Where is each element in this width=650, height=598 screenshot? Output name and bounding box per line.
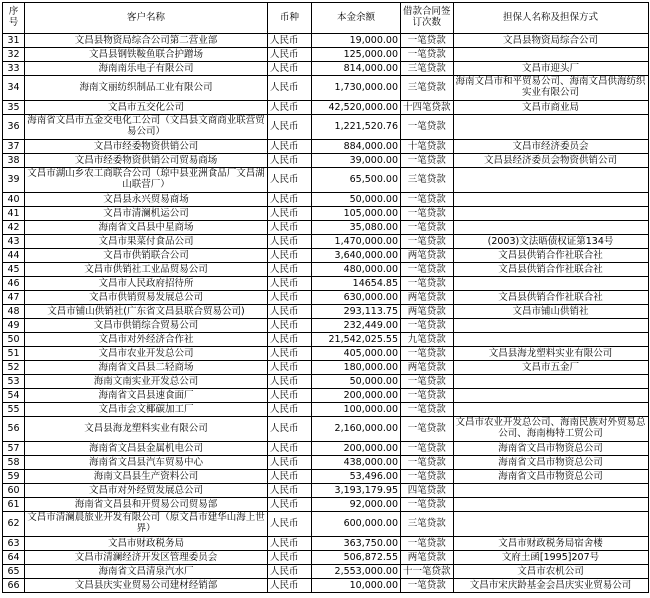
cell-guarantor: 文昌市铺山供销社 [453,305,648,319]
cell-contract-count: 两笔贷款 [401,305,454,319]
cell-seq: 60 [3,484,25,498]
cell-customer-name: 海南省文昌县中星商场 [25,221,268,235]
cell-currency: 人民币 [268,277,312,291]
cell-contract-count: 九笔贷款 [401,333,454,347]
table-row [3,498,649,512]
table-row [3,305,649,319]
cell-principal: 53,496.00 [312,470,401,484]
cell-principal: 480,000.00 [312,263,401,277]
header-customer-name: 客户名称 [25,3,268,34]
cell-guarantor [453,333,648,347]
cell-customer-name: 海南省文昌县汽车贸易中心 [25,456,268,470]
cell-customer-name: 文昌县庆实业贸易公司建材经销部 [25,579,268,593]
cell-seq: 32 [3,48,25,62]
cell-principal: 180,000.00 [312,361,401,375]
table-row [3,442,649,456]
cell-principal: 125,000.00 [312,48,401,62]
cell-currency: 人民币 [268,498,312,512]
table-row [3,263,649,277]
cell-currency: 人民币 [268,154,312,168]
cell-currency: 人民币 [268,512,312,537]
cell-customer-name: 海南文昌县生产资料公司 [25,470,268,484]
cell-principal: 438,000.00 [312,456,401,470]
cell-principal: 3,193,179.95 [312,484,401,498]
table-row [3,484,649,498]
cell-contract-count: 三笔贷款 [401,62,454,76]
cell-principal: 363,750.00 [312,537,401,551]
cell-customer-name: 文昌县永兴贸易商场 [25,193,268,207]
cell-principal: 42,520,000.00 [312,101,401,115]
cell-customer-name: 文昌市铺山供销社(广东省文昌县联合贸易公司) [25,305,268,319]
header-seq: 序号 [3,3,25,34]
cell-customer-name: 文昌市经委物资供销公司 [25,140,268,154]
cell-currency: 人民币 [268,140,312,154]
cell-contract-count: 一笔贷款 [401,375,454,389]
header-guarantor: 担保人名称及担保方式 [453,3,648,34]
cell-customer-name: 海南省文昌县金属机电公司 [25,442,268,456]
cell-customer-name: 文昌市经委物资供销公司贸易商场 [25,154,268,168]
cell-guarantor: 海南省文昌市物资总公司 [453,442,648,456]
cell-seq: 56 [3,417,25,442]
cell-currency: 人民币 [268,361,312,375]
cell-seq: 34 [3,76,25,101]
cell-seq: 64 [3,551,25,565]
cell-customer-name: 海南省文昌县二轻商场 [25,361,268,375]
cell-seq: 42 [3,221,25,235]
cell-principal: 35,080.00 [312,221,401,235]
table-row [3,403,649,417]
cell-principal: 92,000.00 [312,498,401,512]
cell-principal: 2,160,000.00 [312,417,401,442]
cell-seq: 40 [3,193,25,207]
cell-principal: 10,000.00 [312,579,401,593]
cell-currency: 人民币 [268,403,312,417]
cell-contract-count: 一笔贷款 [401,263,454,277]
cell-guarantor: 文昌市迎头厂 [453,62,648,76]
cell-currency: 人民币 [268,565,312,579]
table-row [3,361,649,375]
cell-customer-name: 文昌市会文椰碳加工厂 [25,403,268,417]
cell-principal: 1,730,000.00 [312,76,401,101]
table-row [3,565,649,579]
table-row [3,537,649,551]
cell-customer-name: 海南省文昌县和开贸易公司贸易部 [25,498,268,512]
cell-contract-count: 一笔贷款 [401,347,454,361]
cell-contract-count: 三笔贷款 [401,512,454,537]
cell-contract-count: 一笔贷款 [401,579,454,593]
table-row [3,168,649,193]
cell-currency: 人民币 [268,456,312,470]
cell-principal: 884,000.00 [312,140,401,154]
cell-seq: 31 [3,34,25,48]
cell-contract-count: 两笔贷款 [401,249,454,263]
cell-seq: 55 [3,403,25,417]
cell-currency: 人民币 [268,34,312,48]
cell-currency: 人民币 [268,291,312,305]
cell-contract-count: 四笔贷款 [401,484,454,498]
cell-guarantor [453,375,648,389]
cell-contract-count: 一笔贷款 [401,48,454,62]
cell-currency: 人民币 [268,537,312,551]
table-row [3,193,649,207]
cell-contract-count: 十笔贷款 [401,140,454,154]
cell-customer-name: 文昌市财政税务局 [25,537,268,551]
cell-principal: 200,000.00 [312,389,401,403]
cell-seq: 43 [3,235,25,249]
cell-principal: 21,542,025.55 [312,333,401,347]
cell-seq: 38 [3,154,25,168]
cell-currency: 人民币 [268,375,312,389]
cell-seq: 47 [3,291,25,305]
cell-guarantor: 文昌县经济委员会物资供销公司 [453,154,648,168]
cell-customer-name: 文昌市人民政府招待所 [25,277,268,291]
cell-contract-count: 两笔贷款 [401,291,454,305]
header-currency: 币种 [268,3,312,34]
cell-contract-count: 一笔贷款 [401,319,454,333]
cell-seq: 44 [3,249,25,263]
cell-seq: 52 [3,361,25,375]
loan-table [2,2,649,593]
table-row [3,417,649,442]
cell-customer-name: 海南文丽纺织制品工业有限公司 [25,76,268,101]
cell-guarantor [453,115,648,140]
cell-seq: 46 [3,277,25,291]
cell-contract-count: 一笔贷款 [401,34,454,48]
cell-guarantor: (2003)文法晤债权证第134号 [453,235,648,249]
table-row [3,140,649,154]
cell-guarantor: 文昌市农机公司 [453,565,648,579]
cell-currency: 人民币 [268,389,312,403]
cell-customer-name: 海南省文昌清泉汽水厂 [25,565,268,579]
cell-principal: 232,449.00 [312,319,401,333]
cell-seq: 49 [3,319,25,333]
cell-guarantor [453,319,648,333]
cell-guarantor [453,512,648,537]
cell-currency: 人民币 [268,76,312,101]
cell-guarantor: 文昌县供销合作社联合社 [453,249,648,263]
cell-seq: 39 [3,168,25,193]
cell-currency: 人民币 [268,193,312,207]
cell-guarantor: 海南省文昌市物资总公司 [453,456,648,470]
cell-seq: 62 [3,512,25,537]
cell-currency: 人民币 [268,249,312,263]
cell-guarantor [453,277,648,291]
cell-contract-count: 一笔贷款 [401,442,454,456]
cell-principal: 630,000.00 [312,291,401,305]
cell-contract-count: 三笔贷款 [401,76,454,101]
cell-customer-name: 文昌县钢铁鞍鱼联合护蹭场 [25,48,268,62]
cell-customer-name: 海南文南实业开发总公司 [25,375,268,389]
cell-customer-name: 文昌市清澜机运公司 [25,207,268,221]
cell-guarantor: 文昌市农业开发总公司、海南民族对外贸易总公司、海南梅特工贸公司 [453,417,648,442]
table-row [3,249,649,263]
cell-contract-count: 一笔贷款 [401,470,454,484]
cell-contract-count: 一笔贷款 [401,417,454,442]
cell-guarantor [453,207,648,221]
cell-principal: 39,000.00 [312,154,401,168]
cell-guarantor [453,389,648,403]
table-row [3,375,649,389]
cell-principal: 1,470,000.00 [312,235,401,249]
cell-currency: 人民币 [268,333,312,347]
cell-guarantor [453,403,648,417]
cell-contract-count: 十四笔贷款 [401,101,454,115]
cell-guarantor [453,193,648,207]
table-row [3,76,649,101]
cell-guarantor: 文昌县物资局综合公司 [453,34,648,48]
cell-seq: 37 [3,140,25,154]
cell-contract-count: 一笔贷款 [401,389,454,403]
cell-seq: 53 [3,375,25,389]
cell-currency: 人民币 [268,319,312,333]
cell-currency: 人民币 [268,207,312,221]
table-row [3,48,649,62]
cell-contract-count: 一笔贷款 [401,537,454,551]
cell-principal: 19,000.00 [312,34,401,48]
cell-customer-name: 文昌市农业开发总公司 [25,347,268,361]
cell-customer-name: 海南南乐电子有限公司 [25,62,268,76]
cell-customer-name: 文昌市清澜经济开发区管理委员会 [25,551,268,565]
cell-contract-count: 一笔贷款 [401,403,454,417]
cell-contract-count: 一笔贷款 [401,235,454,249]
cell-currency: 人民币 [268,305,312,319]
cell-contract-count: 一笔贷款 [401,115,454,140]
table-row [3,115,649,140]
cell-principal: 506,872.55 [312,551,401,565]
cell-currency: 人民币 [268,168,312,193]
cell-principal: 293,113.75 [312,305,401,319]
cell-customer-name: 文昌市供销贸易发展总公司 [25,291,268,305]
cell-customer-name: 文昌市供销综合贸易公司 [25,319,268,333]
table-row [3,512,649,537]
table-row [3,101,649,115]
cell-principal: 200,000.00 [312,442,401,456]
cell-guarantor: 海南省文昌市物资总公司 [453,470,648,484]
cell-customer-name: 海南省文昌县速食面厂 [25,389,268,403]
cell-principal: 600,000.00 [312,512,401,537]
cell-guarantor [453,484,648,498]
cell-currency: 人民币 [268,48,312,62]
cell-customer-name: 文昌市果菜付食品公司 [25,235,268,249]
cell-seq: 54 [3,389,25,403]
table-row [3,579,649,593]
cell-currency: 人民币 [268,101,312,115]
cell-guarantor: 文昌市财政税务局宿舍楼 [453,537,648,551]
table-row [3,221,649,235]
cell-seq: 33 [3,62,25,76]
cell-customer-name: 文昌市湖山乡农工商联合公司（琼中县亚洲食品厂文昌湖山联营厂） [25,168,268,193]
cell-principal: 50,000.00 [312,193,401,207]
cell-customer-name: 文昌市对外经贸发展总公司 [25,484,268,498]
cell-guarantor [453,498,648,512]
cell-guarantor [453,168,648,193]
cell-customer-name: 文昌市供销联合公司 [25,249,268,263]
cell-guarantor [453,221,648,235]
table-row [3,319,649,333]
cell-contract-count: 十一笔贷款 [401,565,454,579]
cell-customer-name: 文昌市五交化公司 [25,101,268,115]
cell-seq: 45 [3,263,25,277]
cell-guarantor: 文昌市经济委员会 [453,140,648,154]
table-row [3,154,649,168]
cell-contract-count: 一笔贷款 [401,193,454,207]
cell-contract-count: 两笔贷款 [401,551,454,565]
cell-customer-name: 文昌县物资局综合公司第二营业部 [25,34,268,48]
cell-currency: 人民币 [268,347,312,361]
cell-principal: 405,000.00 [312,347,401,361]
cell-principal: 65,500.00 [312,168,401,193]
cell-seq: 58 [3,456,25,470]
cell-currency: 人民币 [268,551,312,565]
cell-currency: 人民币 [268,263,312,277]
cell-principal: 3,640,000.00 [312,249,401,263]
cell-currency: 人民币 [268,484,312,498]
table-row [3,389,649,403]
cell-contract-count: 一笔贷款 [401,456,454,470]
cell-currency: 人民币 [268,115,312,140]
cell-seq: 51 [3,347,25,361]
cell-principal: 100,000.00 [312,403,401,417]
cell-guarantor: 文昌市宋庆龄基金会昌庆实业贸易公司 [453,579,648,593]
cell-contract-count: 一笔贷款 [401,154,454,168]
cell-principal: 1,221,520.76 [312,115,401,140]
table-row [3,347,649,361]
cell-seq: 36 [3,115,25,140]
cell-guarantor: 文昌县海龙塑料实业有限公司 [453,347,648,361]
table-row [3,333,649,347]
cell-guarantor: 文府土函[1995]207号 [453,551,648,565]
cell-customer-name: 文昌市清澜晨旅业开发有限公司（原文昌市建华山海上世界） [25,512,268,537]
cell-customer-name: 文昌市对外经济合作社 [25,333,268,347]
cell-seq: 63 [3,537,25,551]
cell-guarantor [453,48,648,62]
cell-currency: 人民币 [268,221,312,235]
cell-currency: 人民币 [268,442,312,456]
cell-contract-count: 两笔贷款 [401,361,454,375]
cell-currency: 人民币 [268,579,312,593]
cell-customer-name: 文昌市供销社工业品贸易公司 [25,263,268,277]
cell-currency: 人民币 [268,417,312,442]
table-row [3,207,649,221]
cell-guarantor: 文昌市商业局 [453,101,648,115]
cell-principal: 105,000.00 [312,207,401,221]
cell-seq: 41 [3,207,25,221]
table-row [3,277,649,291]
cell-seq: 57 [3,442,25,456]
cell-seq: 65 [3,565,25,579]
cell-contract-count: 一笔贷款 [401,207,454,221]
cell-seq: 59 [3,470,25,484]
cell-currency: 人民币 [268,62,312,76]
cell-principal: 814,000.00 [312,62,401,76]
cell-seq: 61 [3,498,25,512]
cell-contract-count: 一笔贷款 [401,221,454,235]
cell-contract-count: 一笔贷款 [401,277,454,291]
header-row [3,3,649,34]
header-principal: 本金余额 [312,3,401,34]
header-contract-count: 借款合同签订次数 [401,3,454,34]
cell-currency: 人民币 [268,470,312,484]
cell-principal: 50,000.00 [312,375,401,389]
cell-principal: 2,553,000.00 [312,565,401,579]
cell-seq: 50 [3,333,25,347]
cell-guarantor: 文昌县供销合作社联合社 [453,263,648,277]
table-row [3,291,649,305]
table-row [3,551,649,565]
cell-principal: 14654.85 [312,277,401,291]
cell-guarantor: 海南文昌市和平贸易公司、海南文昌供海纺织实业有限公司 [453,76,648,101]
table-row [3,62,649,76]
cell-contract-count: 三笔贷款 [401,168,454,193]
cell-seq: 35 [3,101,25,115]
cell-customer-name: 文昌县海龙塑料实业有限公司 [25,417,268,442]
cell-contract-count: 一笔贷款 [401,498,454,512]
table-row [3,456,649,470]
table-row [3,470,649,484]
table-row [3,34,649,48]
cell-guarantor: 文昌市五金厂 [453,361,648,375]
cell-seq: 48 [3,305,25,319]
cell-guarantor: 文昌县供销合作社联合社 [453,291,648,305]
table-row [3,235,649,249]
cell-currency: 人民币 [268,235,312,249]
cell-seq: 66 [3,579,25,593]
cell-customer-name: 海南省文昌市五金交电化工公司（文昌县文商商业联营贸易公司） [25,115,268,140]
